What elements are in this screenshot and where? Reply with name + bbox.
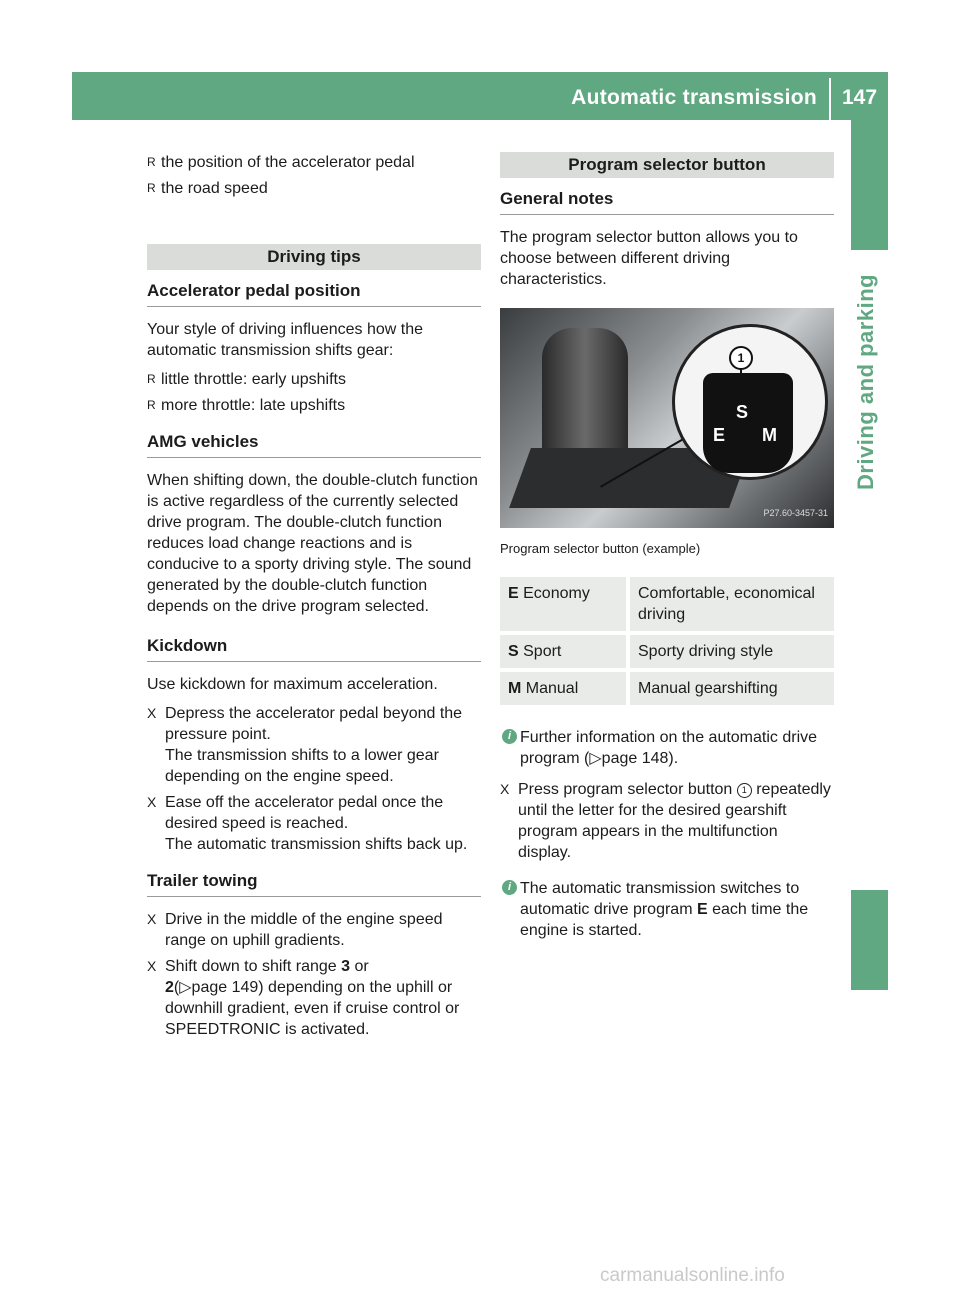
callout-leader xyxy=(740,368,742,392)
section-title: Automatic transmission xyxy=(571,86,817,109)
bullet-r-icon: R xyxy=(147,398,156,412)
amg-heading: AMG vehicles xyxy=(147,431,481,458)
list-item: R the position of the accelerator pedal xyxy=(147,154,415,171)
list-item: R little throttle: early upshifts xyxy=(147,371,346,388)
list-item: R more throttle: late upshifts xyxy=(147,397,346,414)
page-number: 147 xyxy=(842,86,878,109)
watermark: carmanualsonline.info xyxy=(600,1265,785,1286)
general-notes-text: The program selector button allows you to choose between different driving characteristics. xyxy=(500,229,798,288)
step-x-icon: X xyxy=(147,911,157,927)
bullet-r-icon: R xyxy=(147,181,156,195)
step-x-icon: X xyxy=(147,958,157,974)
accelerator-heading: Accelerator pedal position xyxy=(147,280,481,307)
program-selector-photo xyxy=(500,308,834,528)
callout-marker-inline: 1 xyxy=(737,783,752,798)
letter-e: E xyxy=(713,425,726,445)
callout-marker: 1 xyxy=(729,346,753,370)
program-selector-heading: Program selector button xyxy=(500,152,834,178)
triangle-ref-icon: ▷ xyxy=(179,979,192,996)
instruction-step: X Shift down to shift range 3 or 2(▷page 149) depending on the uphill or downhill gradient, even if cruise control or SPEEDTRONIC is activated. xyxy=(147,958,460,1038)
step-x-icon: X xyxy=(500,781,510,797)
right-column xyxy=(500,152,834,951)
list-item: R the road speed xyxy=(147,180,268,197)
kickdown-heading: Kickdown xyxy=(147,635,481,662)
side-tab-label: Driving and parking xyxy=(853,273,878,490)
driving-tips-heading: Driving tips xyxy=(147,244,481,270)
page-header xyxy=(72,72,888,120)
letter-m: M xyxy=(762,425,777,445)
info-icon: i xyxy=(502,729,517,744)
instruction-step: X Drive in the middle of the engine speed range on uphill gradients. xyxy=(147,911,443,949)
table-row: S Sport Sporty driving style xyxy=(500,635,834,668)
letter-s: S xyxy=(736,402,749,422)
photo-caption: Program selector button (example) xyxy=(500,541,701,556)
instruction-step: X Depress the accelerator pedal beyond the pressure point. The transmission shifts to a lower gear depending on the engine speed. xyxy=(147,705,463,785)
modes-table xyxy=(500,573,834,709)
left-column xyxy=(147,152,481,1045)
general-notes-heading: General notes xyxy=(500,188,834,215)
bullet-r-icon: R xyxy=(147,155,156,169)
accelerator-text: Your style of driving influences how the automatic transmission shifts gear: xyxy=(147,321,424,359)
kickdown-text: Use kickdown for maximum acceleration. xyxy=(147,676,438,693)
instruction-step: X Press program selector button 1 repeatedly until the letter for the desired gearshift program appears in the multifunction display. xyxy=(500,781,831,861)
amg-text: When shifting down, the double-clutch function is active regardless of the currently selected drive program. The double-clutch function reduces load change reactions and is conducive to a sporty driving style. The sound generated by the double-clutch function depends on the drive program selected. xyxy=(147,472,478,615)
table-row: M Manual Manual gearshifting xyxy=(500,672,834,705)
header-divider xyxy=(829,78,831,120)
bullet-r-icon: R xyxy=(147,372,156,386)
triangle-ref-icon: ▷ xyxy=(589,750,602,767)
info-note: i Further information on the automatic drive program (▷page 148). xyxy=(500,727,834,769)
step-x-icon: X xyxy=(147,705,157,721)
selector-button-shape xyxy=(703,373,793,473)
side-tab-block xyxy=(851,890,888,990)
photo-code: P27.60-3457-31 xyxy=(763,508,828,518)
instruction-step: X Ease off the accelerator pedal once the desired speed is reached. The automatic transmission shifts back up. xyxy=(147,794,468,853)
trailer-towing-heading: Trailer towing xyxy=(147,870,481,897)
info-note: i The automatic transmission switches to automatic drive program E each time the engine is started. xyxy=(500,878,834,941)
step-x-icon: X xyxy=(147,794,157,810)
table-row: E Economy Comfortable, economical driving xyxy=(500,577,834,631)
info-icon: i xyxy=(502,880,517,895)
